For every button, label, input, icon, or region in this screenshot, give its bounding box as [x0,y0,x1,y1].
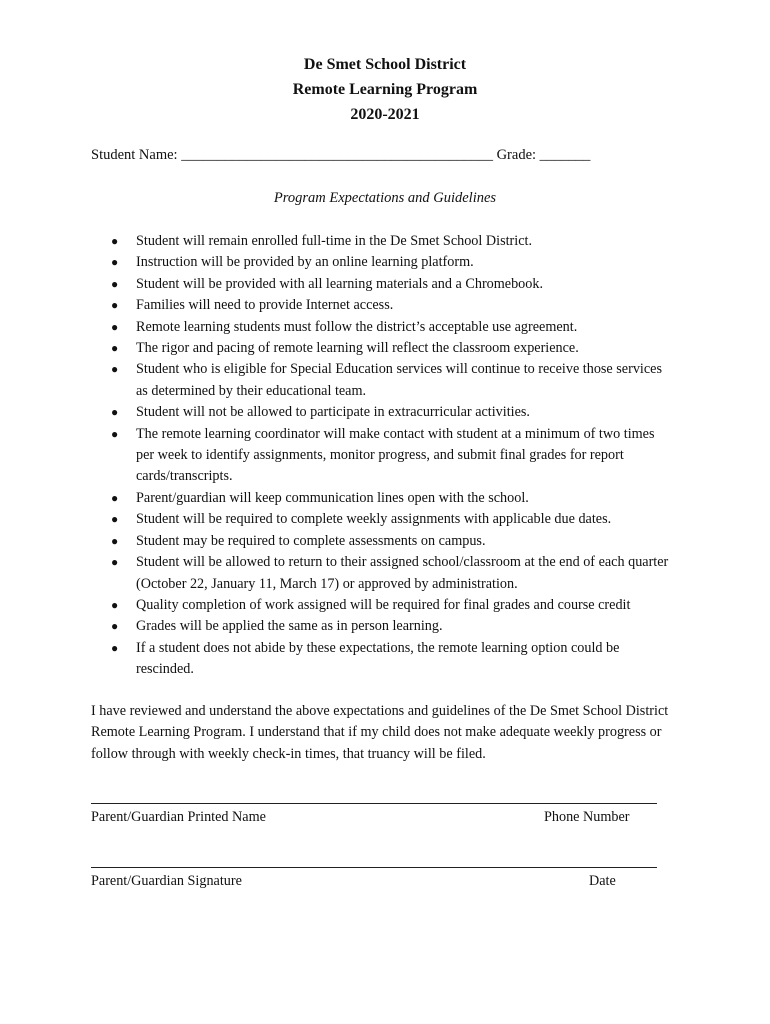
expectation-item [91,231,671,252]
phone-number-label: Phone Number [544,809,630,825]
expectation-text: The rigor and pacing of remote learning will reflect the classroom experience. [136,340,579,357]
bullet-icon: ● [111,255,119,270]
document-header [0,52,770,127]
district-title: De Smet School District [303,56,467,73]
bullet-icon: ● [111,619,119,634]
bullet-icon: ● [111,426,119,441]
expectation-item [91,424,671,488]
expectation-text: Remote learning students must follow the district’s acceptable use agreement. [136,318,578,335]
expectation-item [91,402,671,423]
school-year: 2020-2021 [350,106,420,123]
expectation-text: Instruction will be provided by an online learning platform. [136,254,474,271]
bullet-icon: ● [111,640,119,655]
bullet-icon: ● [111,319,119,334]
expectation-item [91,531,671,552]
expectation-text: The remote learning coordinator will make contact with student at a minimum of two times per week to identify assignments, monitor progress, and submit final grades for report cards/transcripts. [136,425,655,485]
expectation-text: Quality completion of work assigned will be required for final grades and course credit [136,596,631,613]
bullet-icon: ● [111,512,119,527]
expectation-text: Grades will be applied the same as in person learning. [136,618,443,635]
expectation-item [91,274,671,295]
expectation-item [91,552,671,595]
program-title: Remote Learning Program [292,81,478,98]
expectation-text: Student may be required to complete assessments on campus. [136,532,486,549]
bullet-icon: ● [111,533,119,548]
bullet-icon: ● [111,276,119,291]
expectation-item [91,488,671,509]
bullet-icon: ● [111,362,119,377]
section-subtitle: Program Expectations and Guidelines [273,190,497,206]
expectation-text: Parent/guardian will keep communication lines open with the school. [136,489,529,506]
bullet-icon: ● [111,341,119,356]
expectation-item [91,638,671,681]
expectations-list [91,231,671,681]
expectation-item [91,252,671,273]
expectation-text: Student will be provided with all learning materials and a Chromebook. [136,275,544,292]
expectation-text: Student will be required to complete weekly assignments with applicable due dates. [136,511,612,528]
expectation-item [91,295,671,316]
bullet-icon: ● [111,490,119,505]
expectation-text: Student who is eligible for Special Education services will continue to receive those services as determined by their educational team. [136,361,662,399]
expectation-item [91,509,671,530]
expectation-item [91,595,671,616]
expectation-item [91,616,671,637]
printed-name-line [91,803,657,804]
date-label: Date [589,873,616,889]
acknowledgement-paragraph: I have reviewed and understand the above expectations and guidelines of the De Smet School District Remote Learning Program. I understand that if my child does not make adequate weekly progress or follow through with weekly check-in times, that truancy will be filed. [91,703,669,762]
signature-line [91,867,657,868]
bullet-icon: ● [111,298,119,313]
expectation-text: Student will remain enrolled full-time in the De Smet School District. [136,233,532,249]
signature-label: Parent/Guardian Signature [91,873,242,889]
expectation-text: Student will be allowed to return to their assigned school/classroom at the end of each quarter (October 22, January 11, March 17) or approved by administration. [136,554,669,592]
expectation-item [91,359,671,402]
student-name-grade-line: Student Name: ___________________________________________ Grade: _______ [91,147,591,163]
expectation-text: If a student does not abide by these expectations, the remote learning option could be rescinded. [136,639,620,678]
bullet-icon: ● [111,555,119,570]
bullet-icon: ● [111,597,119,612]
bullet-icon: ● [111,405,119,420]
bullet-icon: ● [111,234,119,248]
printed-name-label: Parent/Guardian Printed Name [91,809,266,825]
expectation-text: Families will need to provide Internet access. [136,297,394,314]
expectation-text: Student will not be allowed to participate in extracurricular activities. [136,404,530,421]
expectation-item [91,317,671,338]
expectation-item [91,338,671,359]
